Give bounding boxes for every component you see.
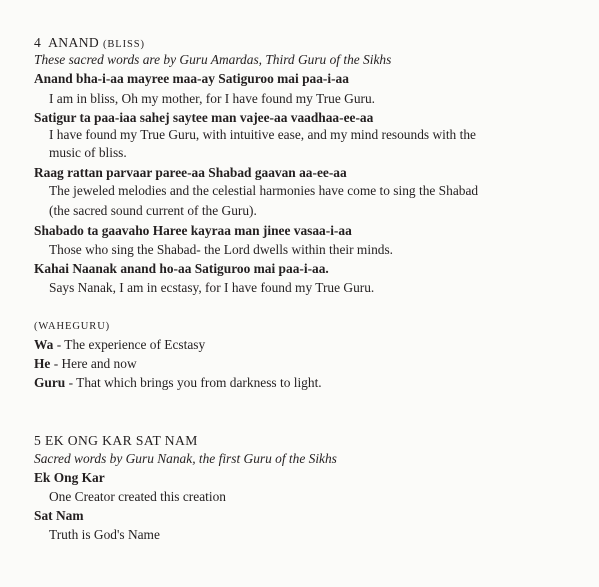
verse-translation: I am in bliss, Oh my mother, for I have found my True Guru. [49, 91, 376, 106]
section-5-number: 5 [34, 433, 42, 448]
verse-translation: I have found my True Guru, with intuitive ease, and my mind resounds with the [49, 127, 476, 142]
verse-translation: Truth is God's Name [49, 527, 160, 542]
verse-translation: Those who sing the Shabad- the Lord dwells within their minds. [49, 242, 394, 257]
waheguru-item [34, 336, 205, 353]
verse-translation: (the sacred sound current of the Guru). [49, 203, 257, 218]
section-4-subtitle: (BLISS) [102, 39, 145, 50]
section-4-number: 4 [34, 35, 42, 50]
verse-gurmukhi: Shabado ta gaavaho Haree kayraa man jinee vasaa-i-aa [34, 223, 352, 238]
waheguru-item [34, 355, 137, 372]
verse-gurmukhi: Anand bha-i-aa mayree maa-ay Satiguroo mai paa-i-aa [34, 71, 349, 86]
section-5-heading [34, 432, 198, 449]
waheguru-item [34, 374, 322, 391]
section-4-title: ANAND [48, 35, 100, 50]
section-5-attribution: Sacred words by Guru Nanak, the first Guru of the Sikhs [34, 451, 337, 466]
waheguru-heading: (WAHEGURU) [34, 321, 111, 332]
verse-gurmukhi: Sat Nam [34, 508, 84, 523]
verse-gurmukhi: Kahai Naanak anand ho-aa Satiguroo mai paa-i-aa. [34, 261, 329, 276]
verse-gurmukhi: Ek Ong Kar [34, 470, 105, 485]
verse-translation: The jeweled melodies and the celestial harmonies have come to sing the Shabad [49, 183, 479, 198]
verse-gurmukhi: Raag rattan parvaar paree-aa Shabad gaavan aa-ee-aa [34, 165, 347, 180]
waheguru-term: Wa [34, 337, 54, 352]
verse-translation: Says Nanak, I am in ecstasy, for I have found my True Guru. [49, 280, 375, 295]
section-5-title: EK ONG KAR SAT NAM [45, 433, 198, 448]
section-4-attribution: These sacred words are by Guru Amardas, Third Guru of the Sikhs [34, 52, 392, 67]
waheguru-meaning: - Here and now [50, 356, 137, 371]
waheguru-meaning: - That which brings you from darkness to light. [65, 375, 322, 390]
waheguru-term: Guru [34, 375, 66, 390]
verse-translation: One Creator created this creation [49, 489, 226, 504]
verse-gurmukhi: Satigur ta paa-iaa sahej saytee man vajee-aa vaadhaa-ee-aa [34, 110, 374, 125]
verse-translation: music of bliss. [49, 145, 127, 160]
waheguru-term: He [34, 356, 51, 371]
waheguru-meaning: - The experience of Ecstasy [53, 337, 206, 352]
